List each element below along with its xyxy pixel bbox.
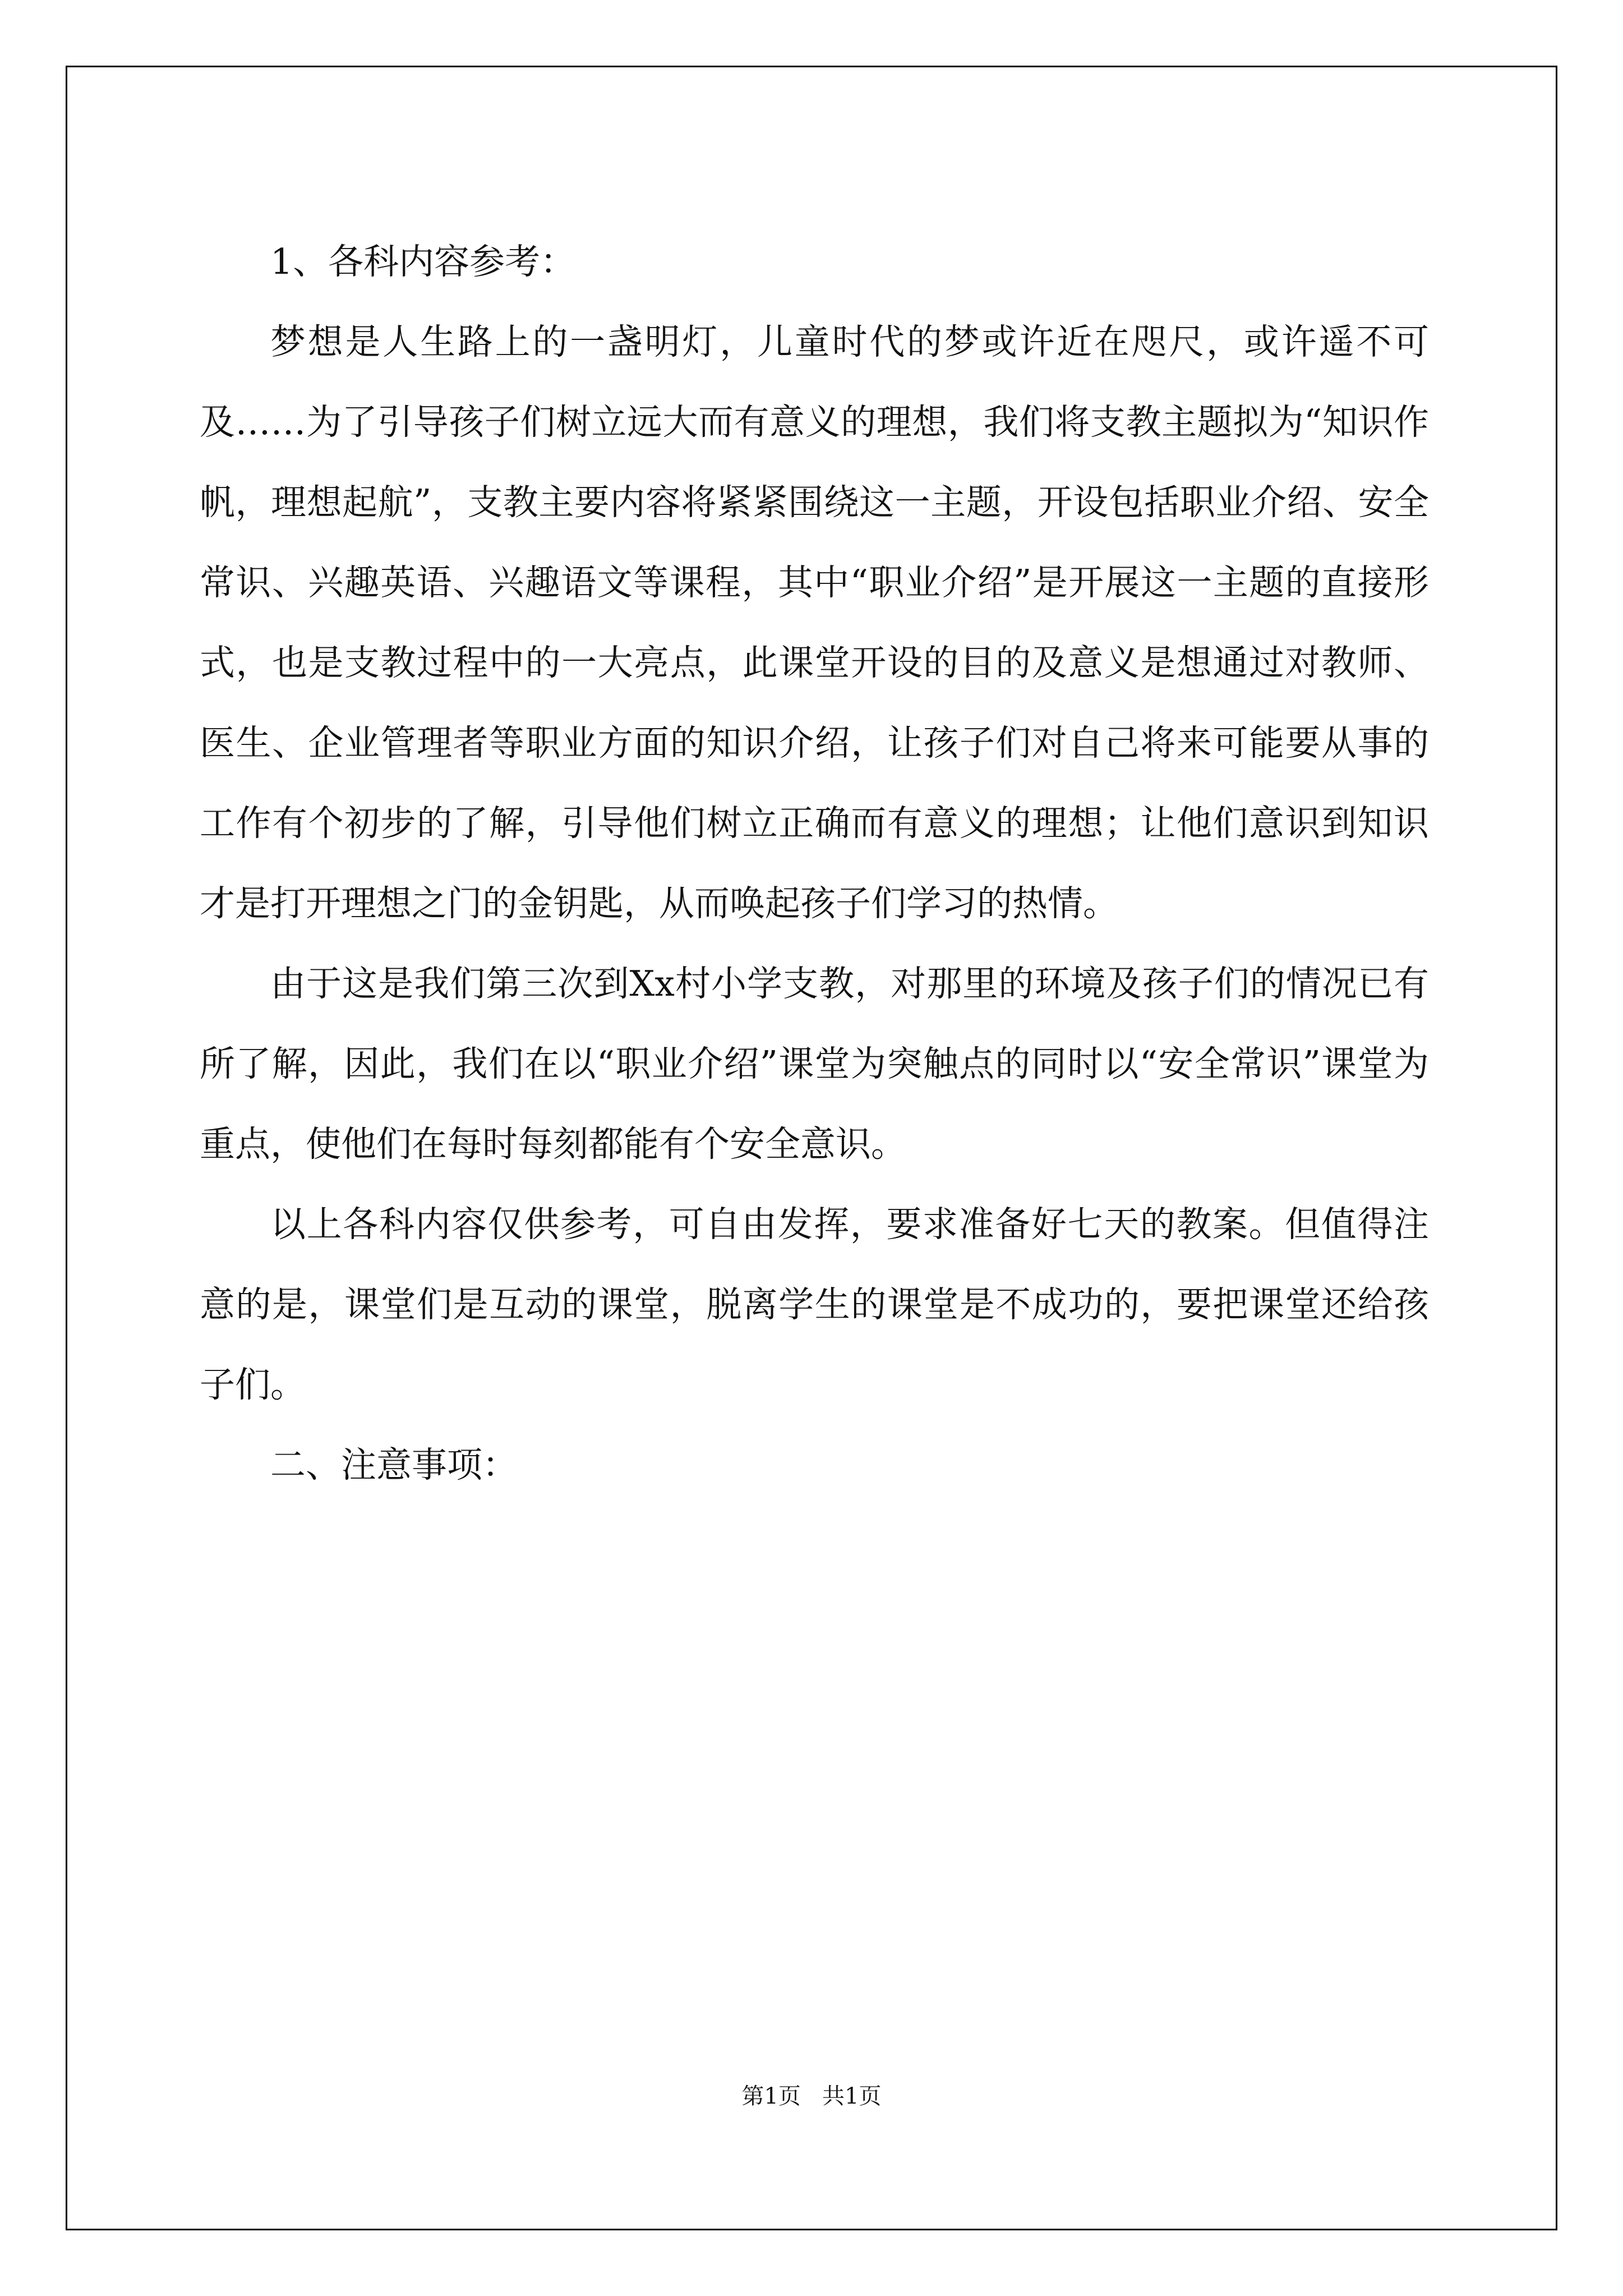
- page-footer: 第1页 共1页: [741, 2083, 882, 2109]
- paragraph-third-visit: 由于这是我们第三次到Xx村小学支教，对那里的环境及孩子们的情况已有所了解，因此，我们在以“职业介绍”课堂为突触点的同时以“安全常识”课堂为重点，使他们在每时每刻都能有个安全意识。: [200, 963, 1429, 1165]
- paragraph-reference-note: 以上各科内容仅供参考，可自由发挥，要求准备好七天的教案。但值得注意的是，课堂们是互动的课堂，脱离学生的课堂是不成功的，要把课堂还给孩子们。: [200, 1204, 1429, 1405]
- document-body: [200, 222, 1429, 1505]
- paragraph-dream: 梦想是人生路上的一盏明灯，儿童时代的梦或许近在咫尺，或许遥不可及……为了引导孩子们树立远大而有意义的理想，我们将支教主题拟为“知识作帆，理想起航”，支教主要内容将紧紧围绕这一主题，开设包括职业介绍、安全常识、兴趣英语、兴趣语文等课程，其中“职业介绍”是开展这一主题的直接形式，也是支教过程中的一大亮点，此课堂开设的目的及意义是想通过对教师、医生、企业管理者等职业方面的知识介绍，让孩子们对自己将来可能要从事的工作有个初步的了解，引导他们树立正确而有意义的理想；让他们意识到知识才是打开理想之门的金钥匙，从而唤起孩子们学习的热情。: [200, 321, 1429, 924]
- section-heading-1: 1、各科内容参考：: [270, 241, 576, 282]
- section-heading-2: 二、注意事项：: [270, 1444, 518, 1485]
